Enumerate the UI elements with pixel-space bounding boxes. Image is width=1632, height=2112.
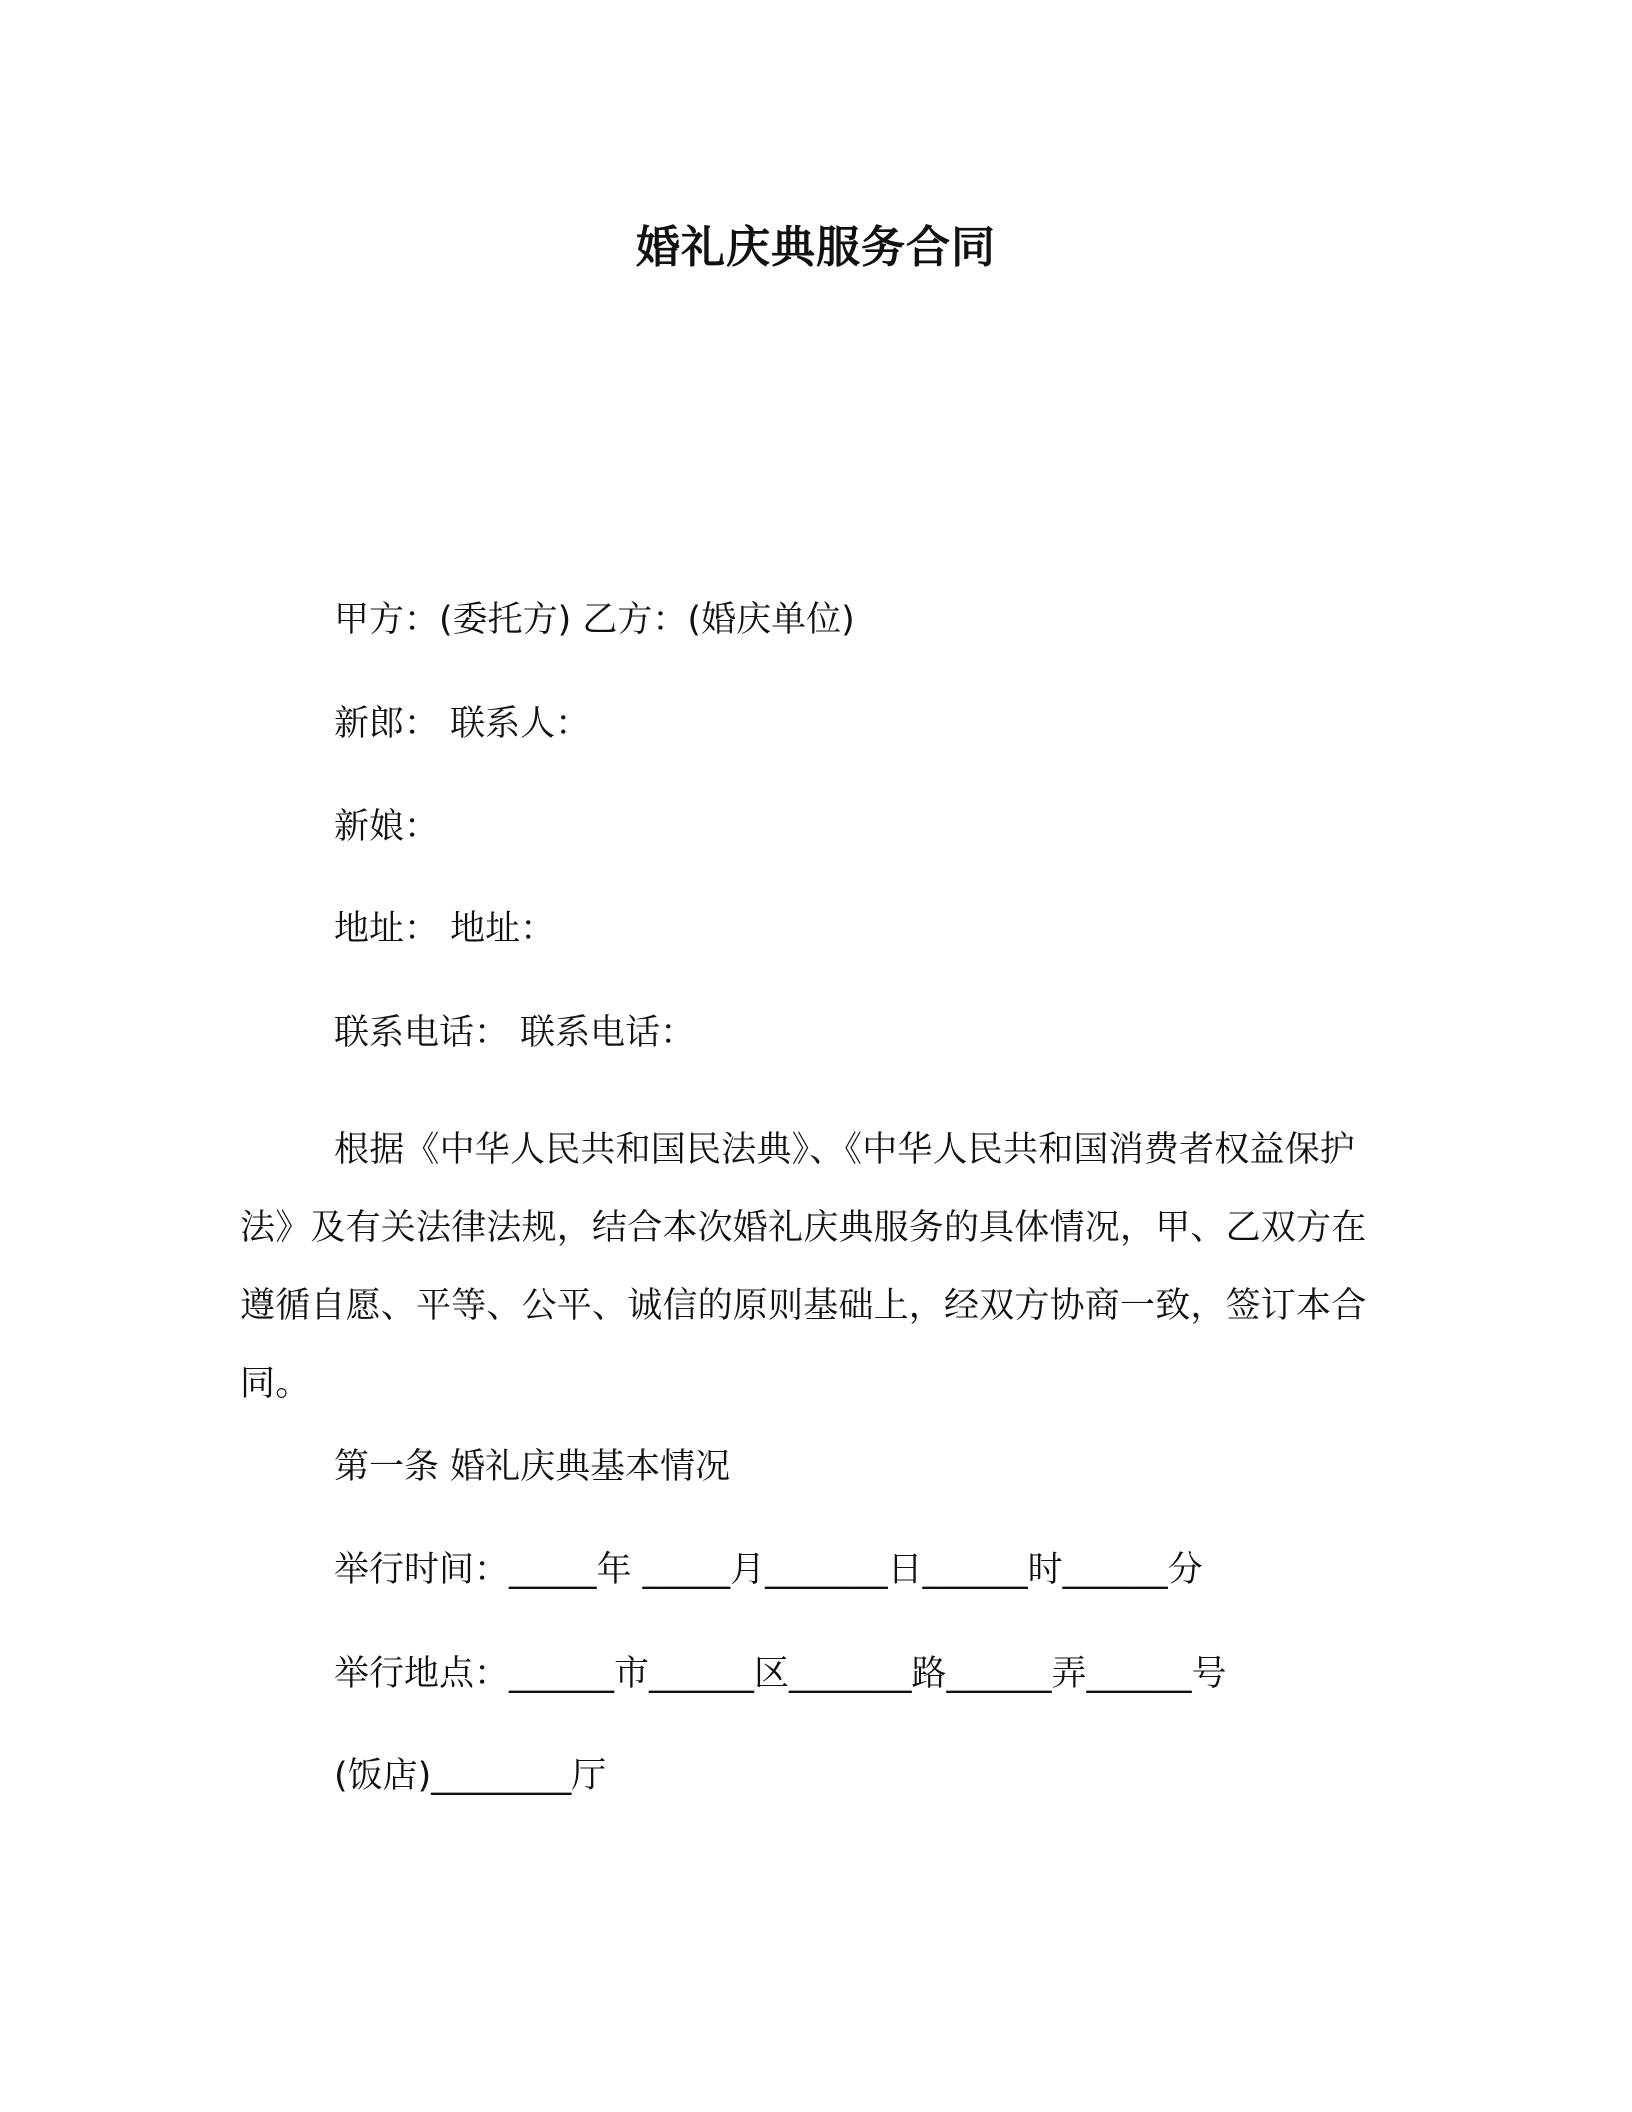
bride-line: 新娘：	[334, 807, 440, 847]
parties-line: 甲方：(委托方) 乙方：(婚庆单位)	[334, 600, 855, 640]
article-1-heading: 第一条 婚礼庆典基本情况	[334, 1447, 731, 1487]
phone-line: 联系电话： 联系电话：	[334, 1013, 696, 1053]
document-title: 婚礼庆典服务合同	[636, 222, 996, 273]
preamble-paragraph: 根据《中华人民共和国民法典》、《中华人民共和国消费者权益保护法》及有关法律法规，结合本次婚礼庆典服务的具体情况，甲、乙双方在遵循自愿、平等、公平、诚信的原则基础上，经双方协商一致，签订本合同。	[240, 1130, 1367, 1404]
ceremony-time-line: 举行时间：_____年 _____月_______日______时______分	[334, 1550, 1203, 1590]
groom-contact-line: 新郎： 联系人：	[334, 704, 591, 744]
ceremony-place-line: 举行地点：______市______区_______路______弄______号	[334, 1654, 1227, 1694]
address-line: 地址： 地址：	[334, 909, 556, 949]
hotel-hall-line: (饭店)________厅	[334, 1756, 607, 1796]
